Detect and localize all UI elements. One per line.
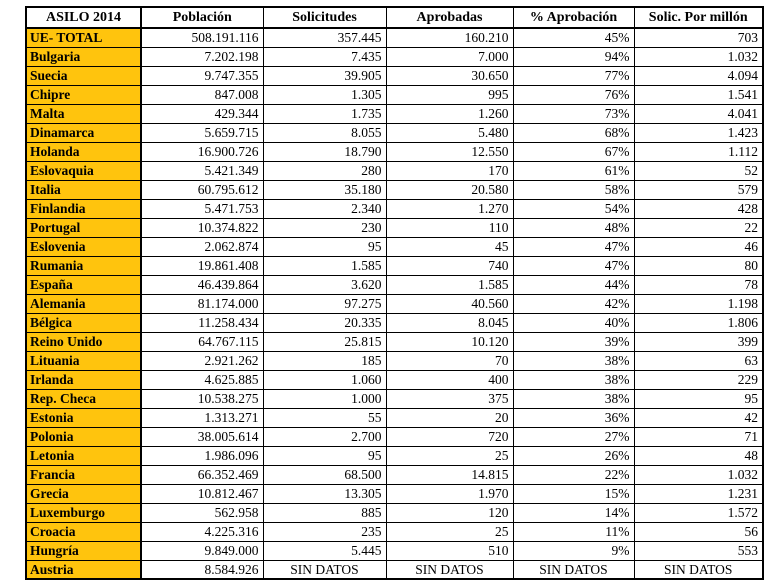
cell-value: 67% [513, 142, 634, 161]
cell-value: 58% [513, 180, 634, 199]
row-header-country: Luxemburgo [26, 503, 141, 522]
cell-value: 740 [386, 256, 513, 275]
cell-value: 5.659.715 [141, 123, 263, 142]
cell-value: 45% [513, 28, 634, 47]
cell-value: 5.471.753 [141, 199, 263, 218]
cell-value: 52 [634, 161, 763, 180]
cell-value: 46.439.864 [141, 275, 263, 294]
row-header-country: Holanda [26, 142, 141, 161]
cell-value: 13.305 [263, 484, 386, 503]
table-row [26, 427, 763, 446]
cell-value: 64.767.115 [141, 332, 263, 351]
cell-value: 38% [513, 351, 634, 370]
cell-value: 38% [513, 389, 634, 408]
cell-value: 77% [513, 66, 634, 85]
cell-value: 94% [513, 47, 634, 66]
cell-value: 76% [513, 85, 634, 104]
cell-value: 36% [513, 408, 634, 427]
cell-value: 9.747.355 [141, 66, 263, 85]
cell-value: 22 [634, 218, 763, 237]
table-row [26, 484, 763, 503]
cell-value: 1.986.096 [141, 446, 263, 465]
cell-value: 1.231 [634, 484, 763, 503]
row-header-country: Rep. Checa [26, 389, 141, 408]
cell-value: 8.045 [386, 313, 513, 332]
cell-value: 160.210 [386, 28, 513, 47]
table-row [26, 465, 763, 484]
cell-value: 1.260 [386, 104, 513, 123]
row-header-country: Grecia [26, 484, 141, 503]
cell-value: SIN DATOS [513, 560, 634, 579]
cell-value: 5.480 [386, 123, 513, 142]
cell-value: SIN DATOS [634, 560, 763, 579]
cell-value: 1.806 [634, 313, 763, 332]
cell-value: 847.008 [141, 85, 263, 104]
cell-value: 27% [513, 427, 634, 446]
cell-value: 66.352.469 [141, 465, 263, 484]
cell-value: SIN DATOS [386, 560, 513, 579]
row-header-country: Suecia [26, 66, 141, 85]
table-row [26, 28, 763, 47]
row-header-country: Hungría [26, 541, 141, 560]
table-row [26, 408, 763, 427]
cell-value: 2.340 [263, 199, 386, 218]
cell-value: 68% [513, 123, 634, 142]
cell-value: 7.000 [386, 47, 513, 66]
cell-value: 95 [263, 446, 386, 465]
row-header-country: Bélgica [26, 313, 141, 332]
cell-value: 45 [386, 237, 513, 256]
cell-value: 1.032 [634, 465, 763, 484]
table-row [26, 560, 763, 579]
table-row [26, 389, 763, 408]
cell-value: 230 [263, 218, 386, 237]
table-row [26, 199, 763, 218]
cell-value: 97.275 [263, 294, 386, 313]
cell-value: 995 [386, 85, 513, 104]
cell-value: 10.374.822 [141, 218, 263, 237]
cell-value: 1.735 [263, 104, 386, 123]
cell-value: SIN DATOS [263, 560, 386, 579]
table-title: ASILO 2014 [26, 7, 141, 28]
cell-value: 25 [386, 522, 513, 541]
cell-value: 55 [263, 408, 386, 427]
cell-value: 22% [513, 465, 634, 484]
cell-value: 1.423 [634, 123, 763, 142]
table-row [26, 66, 763, 85]
cell-value: 357.445 [263, 28, 386, 47]
row-header-country: España [26, 275, 141, 294]
cell-value: 375 [386, 389, 513, 408]
cell-value: 562.958 [141, 503, 263, 522]
cell-value: 61% [513, 161, 634, 180]
row-header-country: Chipre [26, 85, 141, 104]
row-header-country: Italia [26, 180, 141, 199]
table-row [26, 351, 763, 370]
cell-value: 5.421.349 [141, 161, 263, 180]
cell-value: 46 [634, 237, 763, 256]
row-header-country: Croacia [26, 522, 141, 541]
row-header-country: Letonia [26, 446, 141, 465]
column-header-aprobadas: Aprobadas [386, 7, 513, 28]
cell-value: 19.861.408 [141, 256, 263, 275]
cell-value: 1.585 [386, 275, 513, 294]
cell-value: 73% [513, 104, 634, 123]
cell-value: 170 [386, 161, 513, 180]
cell-value: 40% [513, 313, 634, 332]
cell-value: 25 [386, 446, 513, 465]
cell-value: 68.500 [263, 465, 386, 484]
cell-value: 20.580 [386, 180, 513, 199]
cell-value: 38% [513, 370, 634, 389]
cell-value: 2.921.262 [141, 351, 263, 370]
cell-value: 7.202.198 [141, 47, 263, 66]
cell-value: 16.900.726 [141, 142, 263, 161]
cell-value: 15% [513, 484, 634, 503]
cell-value: 95 [634, 389, 763, 408]
row-header-country: Estonia [26, 408, 141, 427]
cell-value: 4.041 [634, 104, 763, 123]
cell-value: 1.572 [634, 503, 763, 522]
column-header-solic-por-millon: Solic. Por millón [634, 7, 763, 28]
cell-value: 1.060 [263, 370, 386, 389]
cell-value: 35.180 [263, 180, 386, 199]
cell-value: 1.585 [263, 256, 386, 275]
cell-value: 25.815 [263, 332, 386, 351]
cell-value: 579 [634, 180, 763, 199]
row-header-country: Alemania [26, 294, 141, 313]
cell-value: 235 [263, 522, 386, 541]
cell-value: 80 [634, 256, 763, 275]
cell-value: 11.258.434 [141, 313, 263, 332]
cell-value: 30.650 [386, 66, 513, 85]
cell-value: 885 [263, 503, 386, 522]
cell-value: 71 [634, 427, 763, 446]
header-row [26, 7, 763, 28]
table-row [26, 142, 763, 161]
row-header-country: Eslovaquia [26, 161, 141, 180]
cell-value: 95 [263, 237, 386, 256]
table-row [26, 161, 763, 180]
row-header-country: UE- TOTAL [26, 28, 141, 47]
cell-value: 48% [513, 218, 634, 237]
cell-value: 2.062.874 [141, 237, 263, 256]
table-row [26, 370, 763, 389]
cell-value: 4.225.316 [141, 522, 263, 541]
cell-value: 54% [513, 199, 634, 218]
column-header-pct-aprobacion: % Aprobación [513, 7, 634, 28]
cell-value: 48 [634, 446, 763, 465]
cell-value: 63 [634, 351, 763, 370]
cell-value: 8.584.926 [141, 560, 263, 579]
table-row [26, 47, 763, 66]
row-header-country: Bulgaria [26, 47, 141, 66]
cell-value: 1.970 [386, 484, 513, 503]
cell-value: 12.550 [386, 142, 513, 161]
table-row [26, 294, 763, 313]
cell-value: 44% [513, 275, 634, 294]
cell-value: 508.191.116 [141, 28, 263, 47]
cell-value: 47% [513, 237, 634, 256]
table-row [26, 275, 763, 294]
row-header-country: Polonia [26, 427, 141, 446]
cell-value: 1.112 [634, 142, 763, 161]
column-header-solicitudes: Solicitudes [263, 7, 386, 28]
row-header-country: Eslovenia [26, 237, 141, 256]
cell-value: 229 [634, 370, 763, 389]
cell-value: 38.005.614 [141, 427, 263, 446]
cell-value: 56 [634, 522, 763, 541]
cell-value: 78 [634, 275, 763, 294]
row-header-country: Finlandia [26, 199, 141, 218]
cell-value: 10.812.467 [141, 484, 263, 503]
table-row [26, 256, 763, 275]
row-header-country: Irlanda [26, 370, 141, 389]
table-row [26, 332, 763, 351]
cell-value: 1.541 [634, 85, 763, 104]
row-header-country: Rumania [26, 256, 141, 275]
cell-value: 9.849.000 [141, 541, 263, 560]
row-header-country: Malta [26, 104, 141, 123]
cell-value: 60.795.612 [141, 180, 263, 199]
cell-value: 399 [634, 332, 763, 351]
cell-value: 40.560 [386, 294, 513, 313]
cell-value: 1.305 [263, 85, 386, 104]
cell-value: 1.032 [634, 47, 763, 66]
table-row [26, 180, 763, 199]
cell-value: 7.435 [263, 47, 386, 66]
column-header-poblacion: Población [141, 7, 263, 28]
row-header-country: Francia [26, 465, 141, 484]
cell-value: 14.815 [386, 465, 513, 484]
cell-value: 4.094 [634, 66, 763, 85]
table-row [26, 503, 763, 522]
cell-value: 280 [263, 161, 386, 180]
cell-value: 14% [513, 503, 634, 522]
cell-value: 4.625.885 [141, 370, 263, 389]
table-row [26, 104, 763, 123]
cell-value: 5.445 [263, 541, 386, 560]
cell-value: 20.335 [263, 313, 386, 332]
table-row [26, 522, 763, 541]
table-row [26, 313, 763, 332]
cell-value: 428 [634, 199, 763, 218]
cell-value: 400 [386, 370, 513, 389]
cell-value: 81.174.000 [141, 294, 263, 313]
cell-value: 8.055 [263, 123, 386, 142]
cell-value: 185 [263, 351, 386, 370]
row-header-country: Portugal [26, 218, 141, 237]
cell-value: 39.905 [263, 66, 386, 85]
table-row [26, 123, 763, 142]
cell-value: 26% [513, 446, 634, 465]
cell-value: 1.000 [263, 389, 386, 408]
cell-value: 110 [386, 218, 513, 237]
cell-value: 3.620 [263, 275, 386, 294]
table-row [26, 446, 763, 465]
cell-value: 120 [386, 503, 513, 522]
cell-value: 18.790 [263, 142, 386, 161]
cell-value: 42 [634, 408, 763, 427]
row-header-country: Reino Unido [26, 332, 141, 351]
asylum-statistics-table [25, 6, 764, 580]
cell-value: 42% [513, 294, 634, 313]
cell-value: 39% [513, 332, 634, 351]
cell-value: 510 [386, 541, 513, 560]
table-row [26, 541, 763, 560]
cell-value: 10.120 [386, 332, 513, 351]
cell-value: 9% [513, 541, 634, 560]
cell-value: 1.198 [634, 294, 763, 313]
cell-value: 720 [386, 427, 513, 446]
cell-value: 70 [386, 351, 513, 370]
table-row [26, 85, 763, 104]
row-header-country: Dinamarca [26, 123, 141, 142]
row-header-country: Lituania [26, 351, 141, 370]
cell-value: 47% [513, 256, 634, 275]
table-row [26, 218, 763, 237]
cell-value: 703 [634, 28, 763, 47]
cell-value: 2.700 [263, 427, 386, 446]
cell-value: 553 [634, 541, 763, 560]
cell-value: 1.270 [386, 199, 513, 218]
cell-value: 20 [386, 408, 513, 427]
cell-value: 429.344 [141, 104, 263, 123]
cell-value: 11% [513, 522, 634, 541]
cell-value: 10.538.275 [141, 389, 263, 408]
table-row [26, 237, 763, 256]
cell-value: 1.313.271 [141, 408, 263, 427]
row-header-country: Austria [26, 560, 141, 579]
